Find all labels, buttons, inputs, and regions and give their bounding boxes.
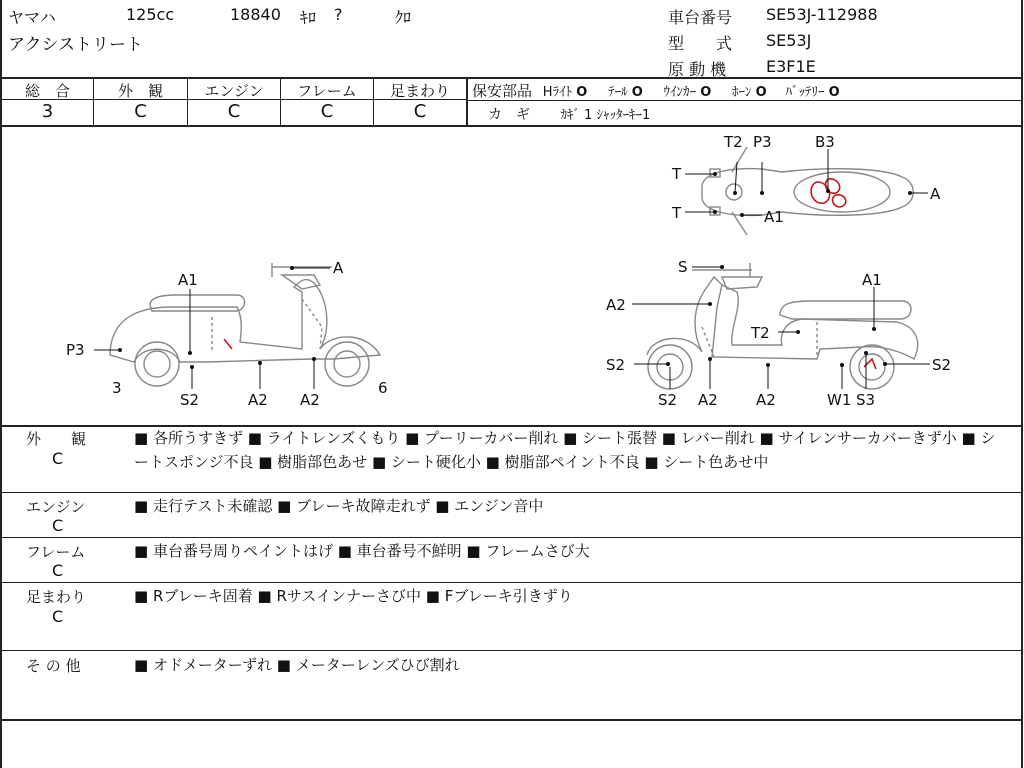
section-suspension-text: ■ Rブレーキ固着 ■ Rサスインナーさび中 ■ Fブレーキ引きずり	[134, 587, 573, 605]
safety-label: 保安部品	[472, 82, 533, 100]
sec3-bottom	[0, 582, 1023, 583]
leader-dots	[118, 172, 912, 369]
grade-frame-label: フレーム	[297, 82, 357, 100]
section-suspension-grade: C	[52, 607, 64, 626]
safety-parts	[472, 80, 1018, 100]
label-left-6: 6	[378, 379, 388, 397]
section-engine-title: エンジン	[26, 498, 86, 516]
label-left-a2-1: A2	[248, 391, 268, 409]
section-frame-text: ■ 車台番号周りペイントはげ ■ 車台番号不鮮明 ■ フレームさび大	[134, 542, 590, 560]
scooter-top-drawing	[702, 147, 913, 235]
label-right-s3: S3	[856, 391, 876, 409]
engine-type-label: 原 動 機	[668, 60, 727, 79]
section-exterior-text: ■ 各所うすきず ■ ライトレンズくもり ■ プーリーカバー削れ ■ シート張替 ■ レバー削れ ■ サイレンサーカバーきず小 ■ シートスポンジ不良 ■ 樹脂部色あせ ■ シート硬化小 ■ 樹脂部ペイント不良 ■ シート色あせ中	[134, 429, 996, 471]
label-top-t-2: T	[672, 204, 682, 222]
label-top-t2: T2	[724, 133, 743, 151]
safety-item-horn: ﾎｰﾝ O	[732, 85, 767, 100]
section-exterior-title: 外 観	[26, 430, 87, 448]
label-left-a1: A1	[178, 271, 198, 289]
key-label: カ ギ	[488, 107, 530, 123]
grade-engine-value: C	[227, 101, 241, 122]
label-top-a: A	[930, 185, 941, 203]
model-type-label: 型 式	[668, 34, 733, 53]
engine-type-value: E3F1E	[766, 57, 816, 76]
sec4-bottom	[0, 650, 1023, 651]
label-left-s2: S2	[180, 391, 200, 409]
sec5-bottom	[0, 719, 1023, 721]
safety-item-headlight: Hﾗｲﾄ O	[542, 85, 588, 100]
label-left-3: 3	[112, 379, 122, 397]
section-other-text: ■ オドメーターずれ ■ メーターレンズひび割れ	[134, 656, 460, 674]
label-right-s2-1: S2	[606, 356, 626, 374]
section-exterior-grade: C	[52, 449, 64, 468]
label-right-a2-3: A2	[756, 391, 776, 409]
section-frame-title: フレーム	[26, 543, 86, 561]
label-top-a1: A1	[764, 208, 784, 226]
safety-item-winker: ｳｲﾝｶｰ O	[663, 85, 712, 100]
section-engine-text: ■ 走行テスト未確認 ■ ブレーキ故障走れず ■ エンジン音中	[134, 497, 544, 515]
damage-diagram	[2, 127, 1021, 425]
label-right-t2: T2	[751, 324, 770, 342]
label-left-p3: P3	[66, 341, 85, 359]
section-other-title: そ の 他	[26, 657, 81, 675]
grade-exterior-value: C	[134, 101, 147, 122]
label-right-w1: W1	[827, 391, 852, 409]
leader-lines	[94, 149, 930, 389]
grade-suspension-value: C	[413, 101, 427, 122]
grade-total-label: 総 合	[24, 82, 70, 100]
grade-engine-label: エンジン	[204, 82, 264, 100]
grade-total-value: 3	[41, 101, 54, 122]
label-right-a2-2: A2	[698, 391, 718, 409]
displacement: 125cc	[126, 5, 175, 24]
frame-number-label: 車台番号	[668, 8, 733, 27]
scooter-left-drawing	[110, 263, 380, 386]
model-name: アクシストリート	[8, 35, 143, 55]
label-top-p3: P3	[753, 133, 772, 151]
section-engine-grade: C	[52, 516, 64, 535]
label-top-t-1: T	[672, 165, 682, 183]
header-divider	[0, 77, 1023, 79]
sec1-bottom	[0, 492, 1023, 493]
label-right-a1: A1	[862, 271, 882, 289]
safety-item-tail: ﾃｰﾙ O	[608, 85, 643, 100]
maker: ヤマハ	[8, 8, 56, 27]
mileage-uncertain: ?	[334, 5, 343, 24]
v-safety	[466, 78, 468, 126]
grade-suspension-label: 足まわり	[389, 82, 450, 100]
label-top-b3: B3	[815, 133, 835, 151]
grade-exterior-label: 外 観	[117, 82, 163, 100]
label-left-a2-2: A2	[300, 391, 320, 409]
key-value: ｶｷﾞ 1 ｼｬｯﾀｰｷｰ1	[560, 108, 651, 123]
safety-item-battery: ﾊﾞｯﾃﾘｰ O	[785, 85, 840, 100]
color: ｸﾛ	[395, 8, 412, 27]
model-type-value: SE53J	[766, 31, 812, 50]
sec2-bottom	[0, 537, 1023, 538]
label-right-s: S	[678, 258, 688, 276]
label-right-s2-2: S2	[932, 356, 952, 374]
grade-frame-value: C	[320, 101, 334, 122]
mileage-unit: ｷﾛ	[300, 8, 317, 27]
border-right	[1021, 0, 1023, 768]
section-frame-grade: C	[52, 561, 64, 580]
label-left-a: A	[333, 259, 344, 277]
label-right-a2: A2	[606, 296, 626, 314]
mileage: 18840	[230, 5, 281, 24]
key-info	[488, 104, 650, 124]
section-suspension-title: 足まわり	[26, 588, 87, 606]
safety-row-divider	[467, 100, 1023, 101]
label-right-s2-3: S2	[658, 391, 678, 409]
frame-number-value: SE53J-112988	[766, 5, 878, 24]
